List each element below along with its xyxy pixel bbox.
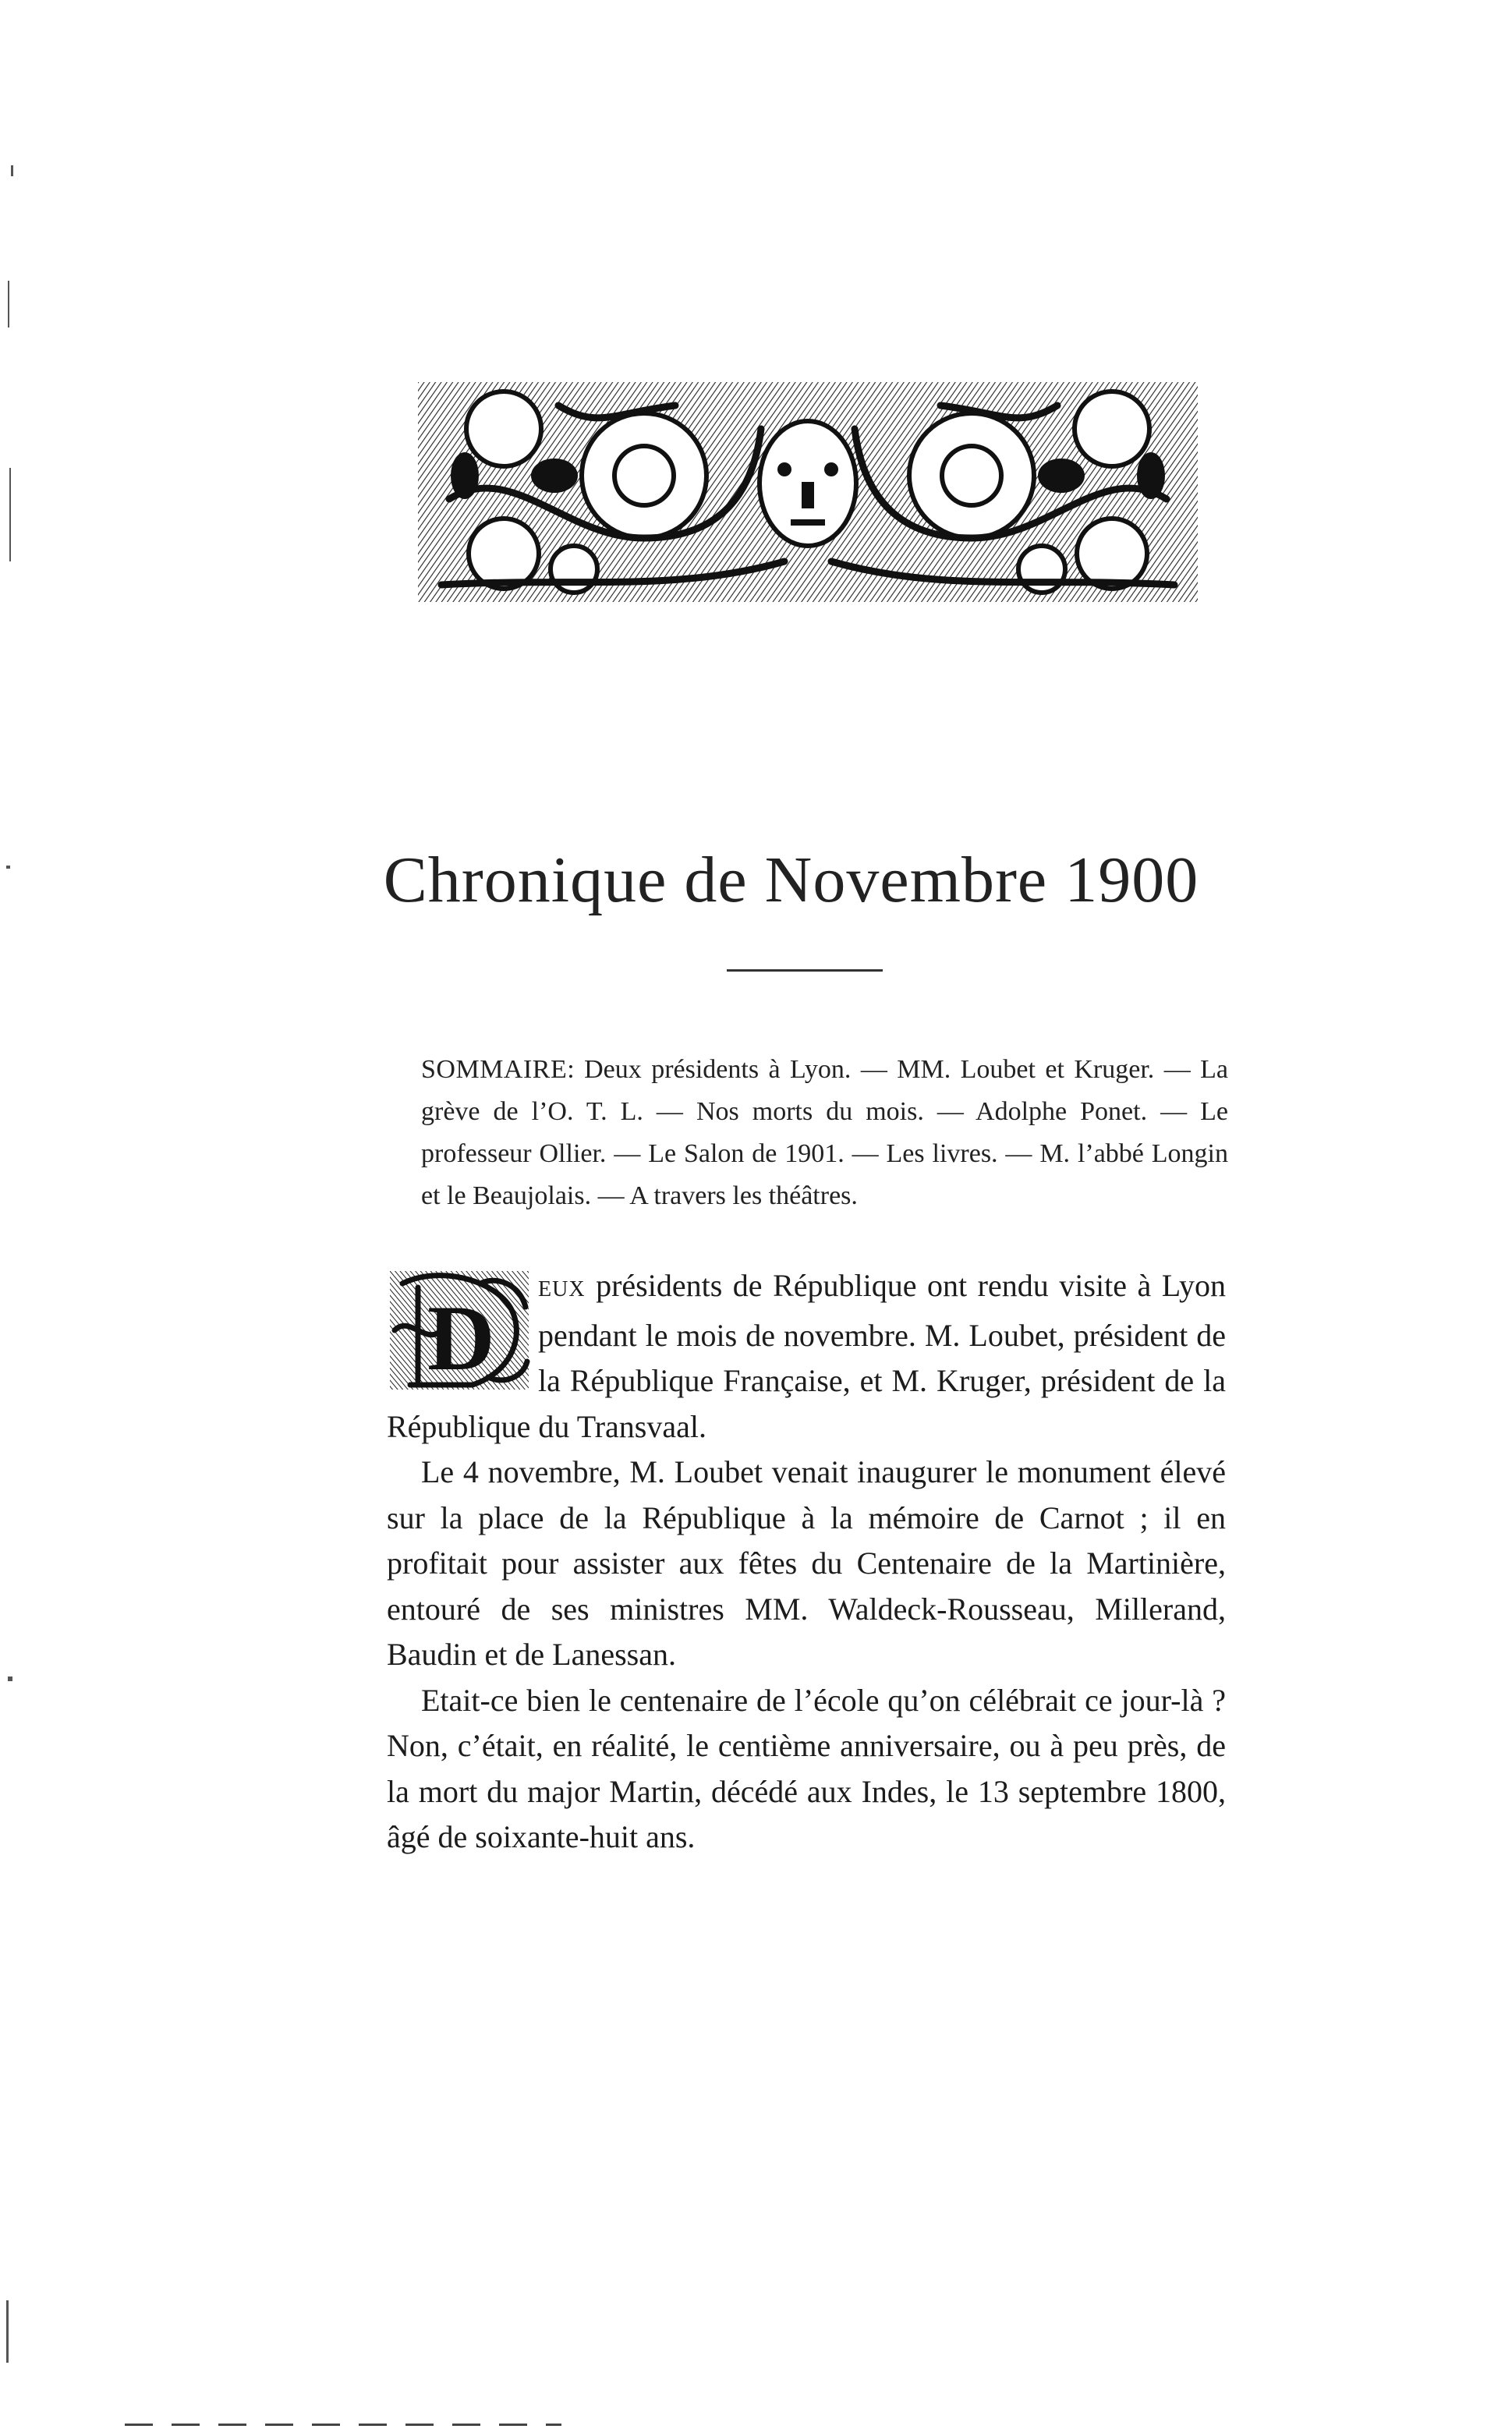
decorative-headpiece-icon [418,382,1198,602]
summary-text: : Deux présidents à Lyon. — MM. Loubet et Kruger. — La grève de l’O. T. L. — Nos morts du mois. — Adolphe Ponet. — Le professeur Ollier. — Le Salon de 1901. — Les livres. — M. l’abbé Longin et le Beaujolais. — A travers les théâtres. [421,1055,1228,1210]
ornate-initial-icon [387,1268,532,1393]
title-rule [727,969,883,972]
svg-text:D: D [427,1286,495,1390]
footer-dash-rule [125,2424,561,2426]
paragraph-3: Etait-ce bien le centenaire de l’école qu’on célébrait ce jour-là ? Non, c’était, en réalité, le centième anniversaire, ou à peu près, de la mort du major Martin, décédé aux Indes, le 13 septembre 1800, âgé de soixante-huit ans. [387,1682,1226,1854]
scan-speck [11,165,13,176]
page-title: Chronique de Novembre 1900 [383,844,1199,916]
scan-speck [9,468,11,561]
first-word-smallcaps: EUX [538,1277,586,1301]
paragraph-1-text: présidents de République ont rendu visite à Lyon pendant le mois de novembre. M. Loubet, président de la République Française, et M. Kruger, président de la République du Transvaal. [387,1268,1226,1444]
summary-label: SOMMAIRE [421,1055,568,1084]
scan-speck [6,2300,9,2363]
summary [421,1049,1228,1217]
paragraph-2: Le 4 novembre, M. Loubet venait inaugurer le monument élevé sur la place de la République à la mémoire de Carnot ; il en profitait pour assister aux fêtes du Centenaire de la Martinière, entouré de ses ministres MM. Waldeck-Rousseau, Millerand, Baudin et de Lanessan. [387,1454,1226,1672]
paragraph-1 [387,1263,1226,1450]
scan-speck [8,1677,12,1681]
article-body [387,1263,1226,1861]
scan-speck [8,281,9,328]
